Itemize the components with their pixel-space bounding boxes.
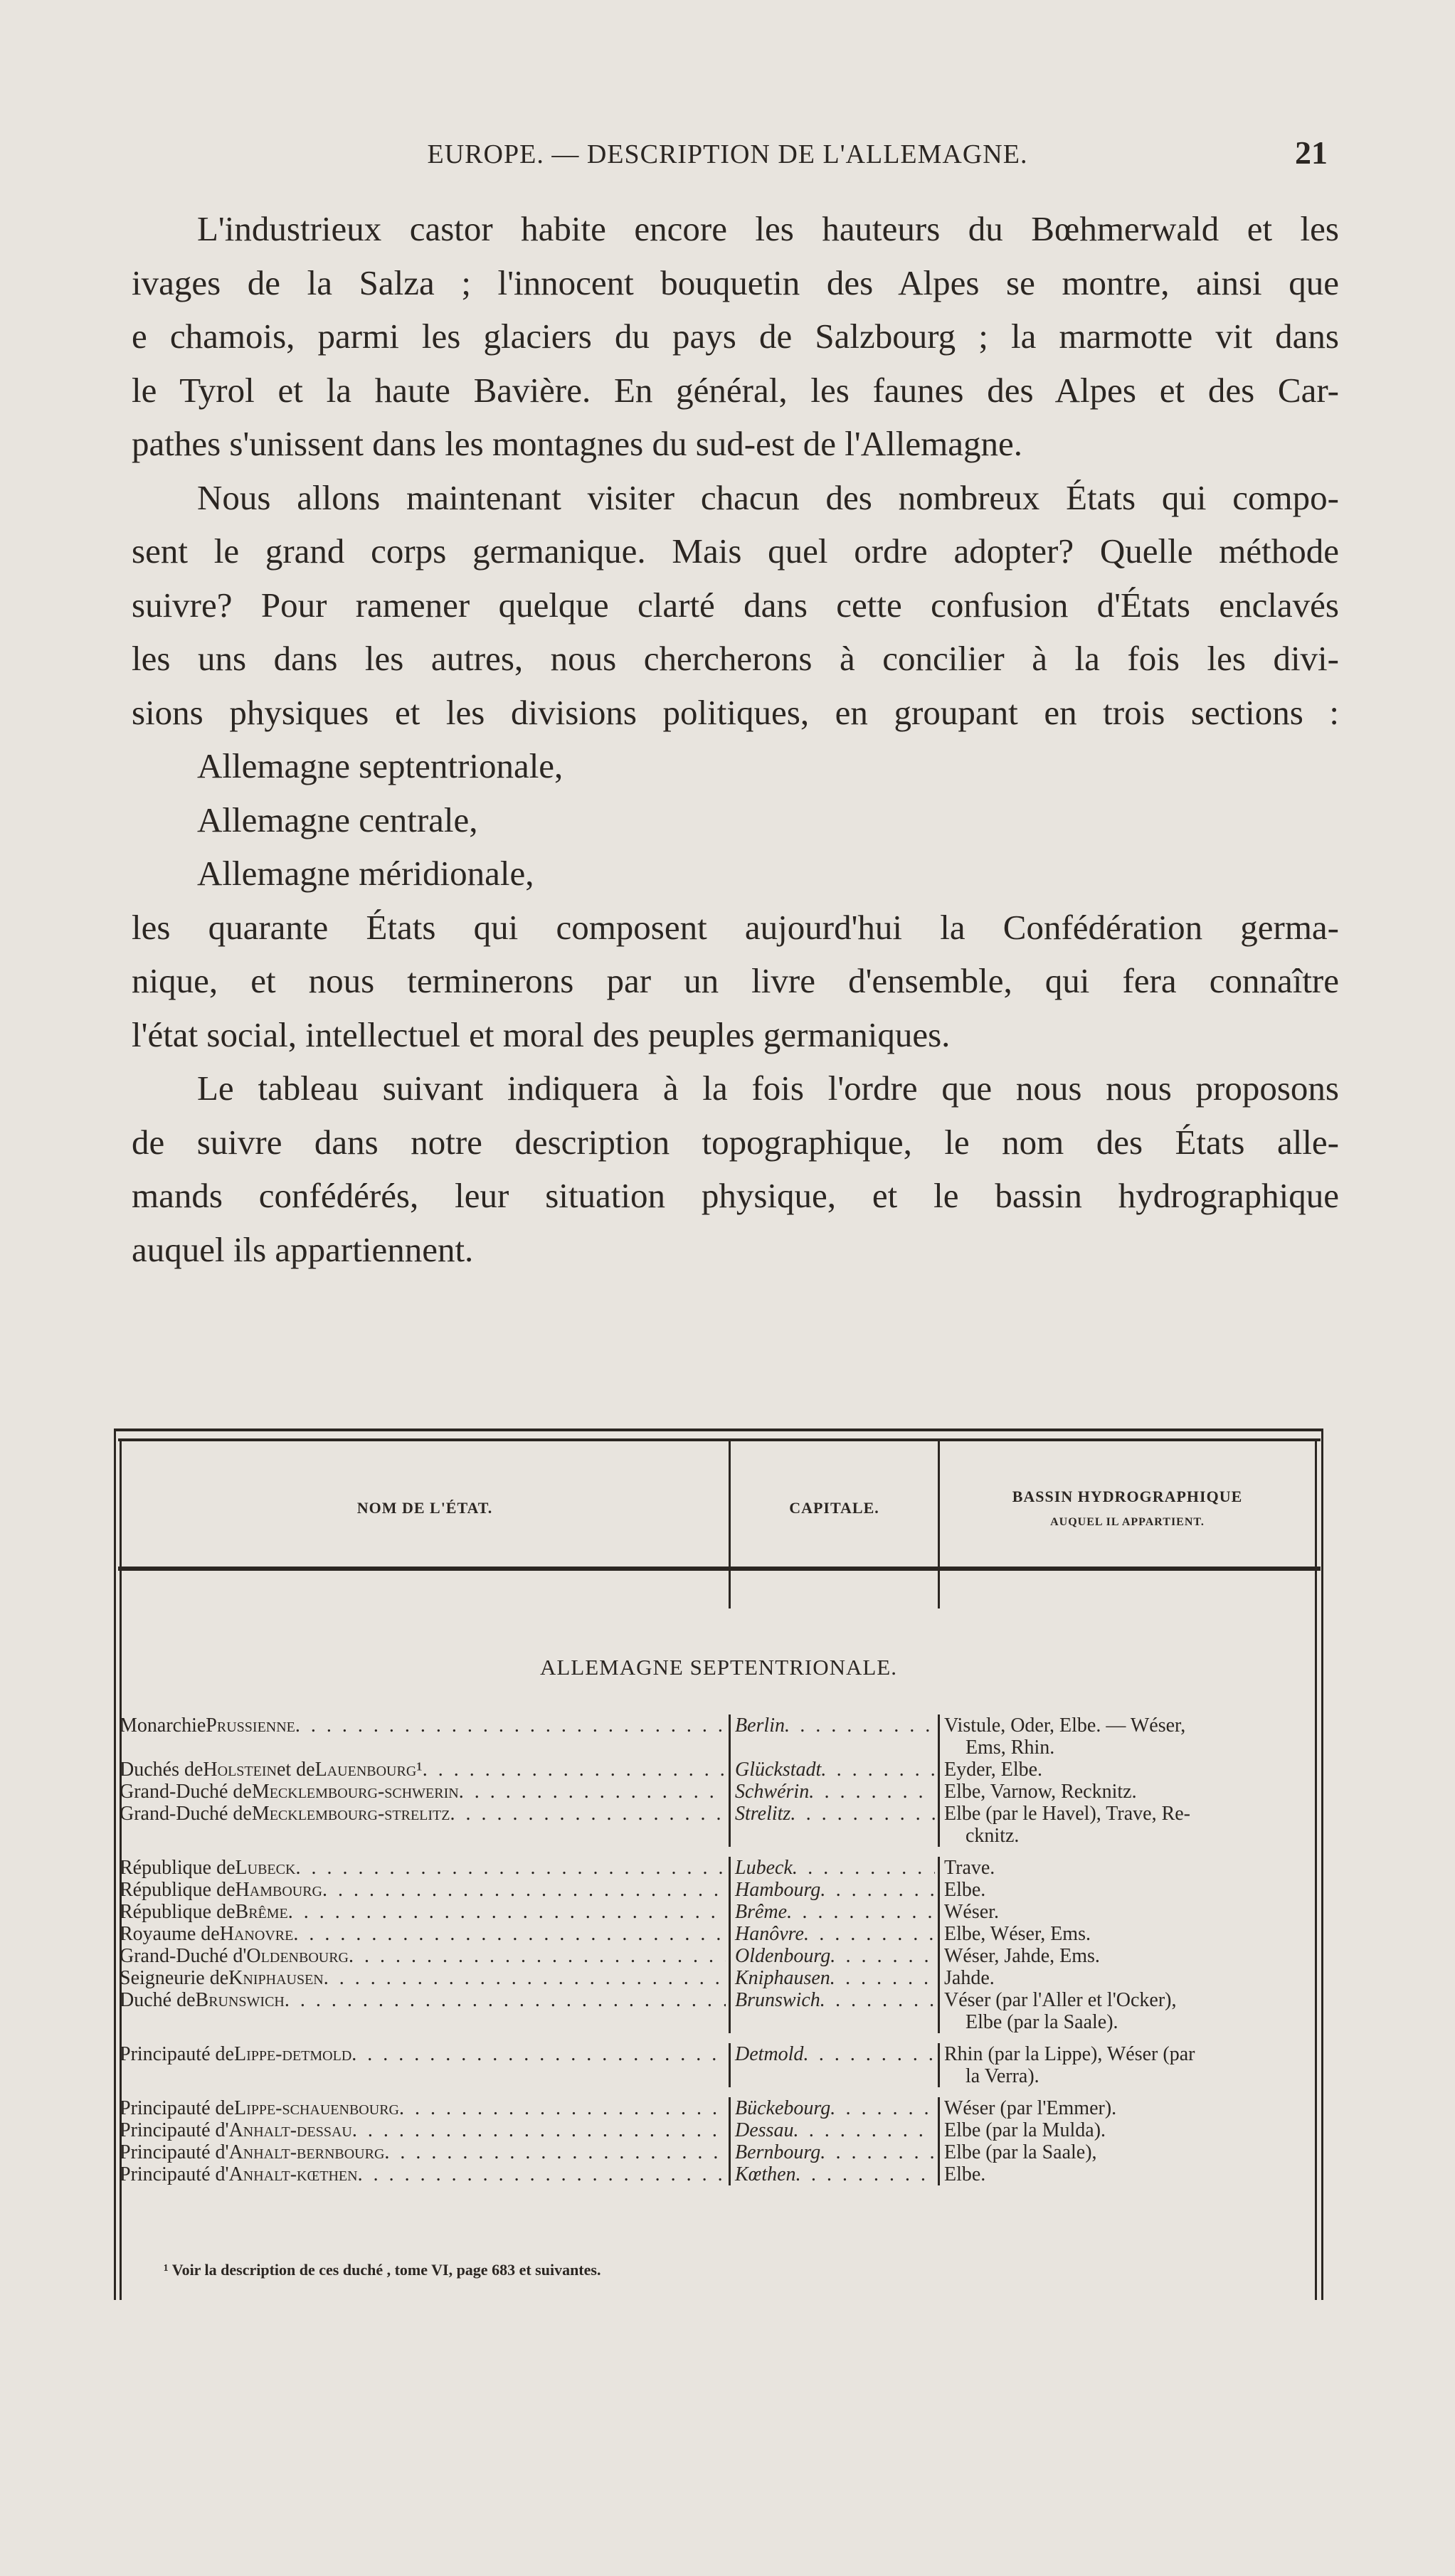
header-capital <box>731 1443 938 1574</box>
basin-cell <box>938 2043 1318 2087</box>
dot-leader <box>803 2043 935 2087</box>
body-line: Le tableau suivant indiquera à la fois l'ordre que nous nous proposons <box>197 1069 1339 1108</box>
state-name-part: Principauté d' <box>120 2119 229 2141</box>
footnote: ¹ Voir la description de ces duché , tome VI, page 683 et suivantes. <box>164 2261 601 2279</box>
table-row <box>120 2163 1322 2185</box>
dot-leader <box>349 1945 726 1967</box>
capital-cell <box>729 1923 938 1945</box>
basin-line: Ems, Rhin. <box>965 1737 1055 1759</box>
state-name-cell <box>120 1879 729 1901</box>
body-line: le Tyrol et la haute Bavière. En général, les faunes des Alpes et des Car- <box>132 370 1339 410</box>
state-name-part: brême <box>235 1901 288 1923</box>
state-name-cell <box>120 1714 729 1759</box>
state-name-part: Grand-Duché d' <box>120 1945 247 1967</box>
state-name-part: République de <box>120 1879 236 1901</box>
body-line: suivre? Pour ramener quelque clarté dans cette confusion d'États enclavés <box>132 585 1339 625</box>
table-row <box>120 1759 1322 1781</box>
state-name-part: Principauté de <box>120 2097 234 2119</box>
body-line: mands confédérés, leur situation physique, et le bassin hydrographique <box>132 1176 1339 1215</box>
dot-leader <box>830 1945 935 1967</box>
body-line: e chamois, parmi les glaciers du pays de Salzbourg ; la marmotte vit dans <box>132 317 1339 356</box>
dot-leader <box>459 1781 726 1803</box>
basin-line: cknitz. <box>965 1825 1020 1847</box>
table-row <box>120 1989 1322 2033</box>
capital-name: Glückstadt <box>735 1759 822 1781</box>
body-line: de suivre dans notre description topographique, le nom des États alle- <box>132 1122 1339 1162</box>
basin-cell <box>938 1803 1318 1847</box>
body-line: ivages de la Salza ; l'innocent bouquetin des Alpes se montre, ainsi que <box>132 263 1339 302</box>
capital-name: Oldenbourg <box>735 1945 831 1967</box>
capital-cell <box>729 2097 938 2119</box>
basin-line: Eyder, Elbe. <box>944 1759 1043 1781</box>
table-row <box>120 1857 1322 1879</box>
basin-cell <box>938 1879 1318 1901</box>
section-title: ALLEMAGNE SEPTENTRIONALE. <box>539 1655 897 1680</box>
body-line: nique, et nous terminerons par un livre d'ensemble, qui fera connaître <box>132 961 1339 1000</box>
state-name-part: brunswich <box>195 1989 285 2011</box>
basin-cell <box>938 1945 1318 1967</box>
capital-cell <box>729 1901 938 1923</box>
state-name-part: Grand-Duché de <box>120 1803 252 1825</box>
state-name-cell <box>120 2119 729 2141</box>
states-table <box>114 1429 1323 2300</box>
basin-line: Wéser (par l'Emmer). <box>944 2097 1117 2119</box>
state-name-cell <box>120 2141 729 2163</box>
basin-line: Véser (par l'Aller et l'Ocker), <box>944 1989 1177 2011</box>
body-line: Allemagne septentrionale, <box>197 746 564 785</box>
capital-name: Hanôvre <box>735 1923 804 1945</box>
state-name-part: lubeck <box>235 1857 296 1879</box>
capital-cell <box>729 2163 938 2185</box>
dot-leader <box>288 1901 726 1923</box>
basin-line: Elbe (par le Havel), Trave, Re- <box>944 1803 1190 1825</box>
dot-leader <box>820 1989 935 2033</box>
state-name-part: kniphausen <box>228 1967 324 1989</box>
state-name-part: et de <box>276 1759 315 1781</box>
table-row <box>120 2043 1322 2087</box>
capital-cell <box>729 2141 938 2163</box>
dot-leader <box>809 1781 935 1803</box>
basin-cell <box>938 1989 1318 2033</box>
capital-cell <box>729 1803 938 1847</box>
capital-cell <box>729 1759 938 1781</box>
state-name-part: République de <box>120 1901 236 1923</box>
header-basin-label: BASSIN HYDROGRAPHIQUE <box>1012 1488 1243 1505</box>
body-line: les uns dans les autres, nous chercherons à concilier à la fois les divi- <box>132 639 1339 678</box>
state-name-part: Duché de <box>120 1989 196 2011</box>
basin-line: Elbe (par la Saale), <box>944 2141 1097 2163</box>
basin-line: Jahde. <box>944 1967 995 1989</box>
basin-cell <box>938 2119 1318 2141</box>
dot-leader <box>450 1803 726 1847</box>
state-name-part: lippe-detmold <box>233 2043 352 2065</box>
dot-leader <box>352 2119 726 2141</box>
basin-cell <box>938 1857 1318 1879</box>
table-row <box>120 1945 1322 1967</box>
body-line: sions physiques et les divisions politiques, en groupant en trois sections : <box>132 692 1339 732</box>
basin-cell <box>938 2141 1318 2163</box>
state-name-part: Principauté d' <box>120 2163 229 2185</box>
dot-leader <box>787 1901 935 1923</box>
basin-line: Wéser. <box>944 1901 999 1923</box>
state-name-part: Monarchie <box>120 1714 206 1737</box>
dot-leader <box>384 2141 726 2163</box>
basin-cell <box>938 2163 1318 2185</box>
capital-cell <box>729 1967 938 1989</box>
state-name-part: mecklembourg-schwerin <box>251 1781 459 1803</box>
state-name-part: holstein <box>203 1759 277 1781</box>
basin-line: Elbe. <box>944 2163 986 2185</box>
basin-line: Trave. <box>944 1857 995 1879</box>
capital-name: Hambourg <box>735 1879 821 1901</box>
capital-cell <box>729 1879 938 1901</box>
basin-line: Elbe (par la Saale). <box>965 2011 1118 2033</box>
capital-name: Detmold <box>735 2043 804 2065</box>
capital-cell <box>729 1989 938 2033</box>
table-row <box>120 2141 1322 2163</box>
state-name-part: Seigneurie de <box>120 1967 229 1989</box>
capital-name: Strelitz <box>735 1803 791 1825</box>
table-header-top-rule <box>118 1438 1321 1441</box>
table-row <box>120 2097 1322 2119</box>
body-text <box>132 202 1339 1276</box>
capital-name: Brunswich <box>735 1989 820 2011</box>
body-line: pathes s'unissent dans les montagnes du sud-est de l'Allemagne. <box>132 424 1022 463</box>
header-basin-sub: AUQUEL IL APPARTIENT. <box>1050 1516 1205 1528</box>
basin-cell <box>938 1923 1318 1945</box>
body-line: L'industrieux castor habite encore les hauteurs du Bœhmerwald et les <box>197 209 1339 248</box>
capital-name: Berlin <box>735 1714 785 1737</box>
basin-line: Elbe. <box>944 1879 986 1901</box>
dot-leader <box>399 2097 726 2119</box>
capital-cell <box>729 1857 938 1879</box>
table-row <box>120 1803 1322 1847</box>
dot-leader <box>796 2163 935 2185</box>
capital-cell <box>729 1781 938 1803</box>
table-row <box>120 1714 1322 1759</box>
basin-cell <box>938 1781 1318 1803</box>
state-name-part: lippe-schauenbourg <box>233 2097 399 2119</box>
basin-line: la Verra). <box>965 2065 1039 2087</box>
basin-line: Wéser, Jahde, Ems. <box>944 1945 1100 1967</box>
dot-leader <box>423 1759 726 1781</box>
capital-cell <box>729 2119 938 2141</box>
dot-leader <box>820 1879 935 1901</box>
state-name-part: anhalt-bernbourg <box>228 2141 385 2163</box>
table-left-border <box>114 1429 116 2300</box>
basin-line: Elbe (par la Mulda). <box>944 2119 1106 2141</box>
state-name-part: Duchés de <box>120 1759 203 1781</box>
header-name <box>121 1443 729 1574</box>
header-capital-label: CAPITALE. <box>789 1499 879 1517</box>
state-name-cell <box>120 1967 729 1989</box>
state-name-cell <box>120 1759 729 1781</box>
table-row <box>120 1901 1322 1923</box>
basin-cell <box>938 1901 1318 1923</box>
capital-name: Kniphausen <box>735 1967 830 1989</box>
basin-line: Elbe, Varnow, Recknitz. <box>944 1781 1137 1803</box>
state-name-cell <box>120 2163 729 2185</box>
state-name-part: oldenbourg <box>246 1945 349 1967</box>
dot-leader <box>295 1857 726 1879</box>
capital-name: Dessau <box>735 2119 794 2141</box>
capital-name: Brême <box>735 1901 788 1923</box>
dot-leader <box>793 1857 935 1879</box>
table-rows <box>120 1714 1322 2185</box>
capital-name: Lubeck <box>735 1857 793 1879</box>
basin-line: Vistule, Oder, Elbe. — Wéser, <box>944 1714 1186 1737</box>
dot-leader <box>830 1967 935 1989</box>
dot-leader <box>293 1923 726 1945</box>
table-row <box>120 1781 1322 1803</box>
state-name-part: Grand-Duché de <box>120 1781 252 1803</box>
dot-leader <box>322 1879 726 1901</box>
state-name-cell <box>120 1803 729 1847</box>
dot-leader <box>324 1967 726 1989</box>
state-name-cell <box>120 1989 729 2033</box>
header-basin <box>940 1443 1315 1574</box>
dot-leader <box>790 1803 935 1847</box>
state-name-cell <box>120 1945 729 1967</box>
state-name-part: mecklembourg-strelitz <box>251 1803 450 1825</box>
header-name-label: NOM DE L'ÉTAT. <box>356 1499 493 1517</box>
body-line: les quarante États qui composent aujourd'hui la Confédération germa- <box>132 907 1339 947</box>
body-line: Nous allons maintenant visiter chacun des nombreux États qui compo- <box>197 477 1339 517</box>
dot-leader <box>821 1759 935 1781</box>
table-row <box>120 1967 1322 1989</box>
state-name-part: prussienne <box>206 1714 295 1737</box>
basin-line: Rhin (par la Lippe), Wéser (par <box>944 2043 1195 2065</box>
state-name-cell <box>120 1923 729 1945</box>
state-name-cell <box>120 1781 729 1803</box>
body-line: sent le grand corps germanique. Mais quel ordre adopter? Quelle méthode <box>132 531 1339 571</box>
capital-name: Schwérin <box>735 1781 810 1803</box>
table-row <box>120 1879 1322 1901</box>
body-line: Allemagne centrale, <box>197 800 478 839</box>
state-name-cell <box>120 2043 729 2087</box>
state-name-part: Principauté de <box>120 2043 234 2065</box>
running-title: EUROPE. — DESCRIPTION DE L'ALLEMAGNE. <box>427 139 1028 169</box>
state-name-part: Principauté d' <box>120 2141 229 2163</box>
state-name-cell <box>120 1857 729 1879</box>
capital-cell <box>729 2043 938 2087</box>
basin-cell <box>938 1759 1318 1781</box>
dot-leader <box>351 2043 726 2087</box>
state-name-part: lauenbourg <box>314 1759 417 1781</box>
dot-leader <box>793 2119 935 2141</box>
dot-leader <box>295 1714 726 1759</box>
table-row <box>120 1923 1322 1945</box>
state-name-part: Royaume de <box>120 1923 220 1945</box>
body-line: l'état social, intellectuel et moral des peuples germaniques. <box>132 1014 951 1054</box>
page-number: 21 <box>1295 134 1328 171</box>
capital-name: Bückebourg <box>735 2097 831 2119</box>
dot-leader <box>358 2163 726 2185</box>
basin-line: Elbe, Wéser, Ems. <box>944 1923 1091 1945</box>
state-name-part: anhalt-dessau <box>228 2119 352 2141</box>
state-name-part: ¹ <box>416 1759 423 1781</box>
capital-cell <box>729 1714 938 1759</box>
basin-cell <box>938 2097 1318 2119</box>
table-row <box>120 2119 1322 2141</box>
state-name-part: anhalt-kœthen <box>228 2163 358 2185</box>
state-name-part: hanovre <box>219 1923 294 1945</box>
basin-cell <box>938 1967 1318 1989</box>
state-name-cell <box>120 2097 729 2119</box>
table-top-rule <box>114 1429 1323 1431</box>
state-name-part: hambourg <box>235 1879 323 1901</box>
dot-leader <box>285 1989 726 2033</box>
dot-leader <box>820 2141 935 2163</box>
basin-cell <box>938 1714 1318 1759</box>
dot-leader <box>830 2097 935 2119</box>
state-name-part: République de <box>120 1857 236 1879</box>
dot-leader <box>785 1714 935 1759</box>
capital-name: Bernbourg <box>735 2141 821 2163</box>
capital-name: Kœthen <box>735 2163 796 2185</box>
body-line: auquel ils appartiennent. <box>132 1229 474 1269</box>
body-line: Allemagne méridionale, <box>197 854 534 893</box>
state-name-cell <box>120 1901 729 1923</box>
dot-leader <box>804 1923 935 1945</box>
capital-cell <box>729 1945 938 1967</box>
